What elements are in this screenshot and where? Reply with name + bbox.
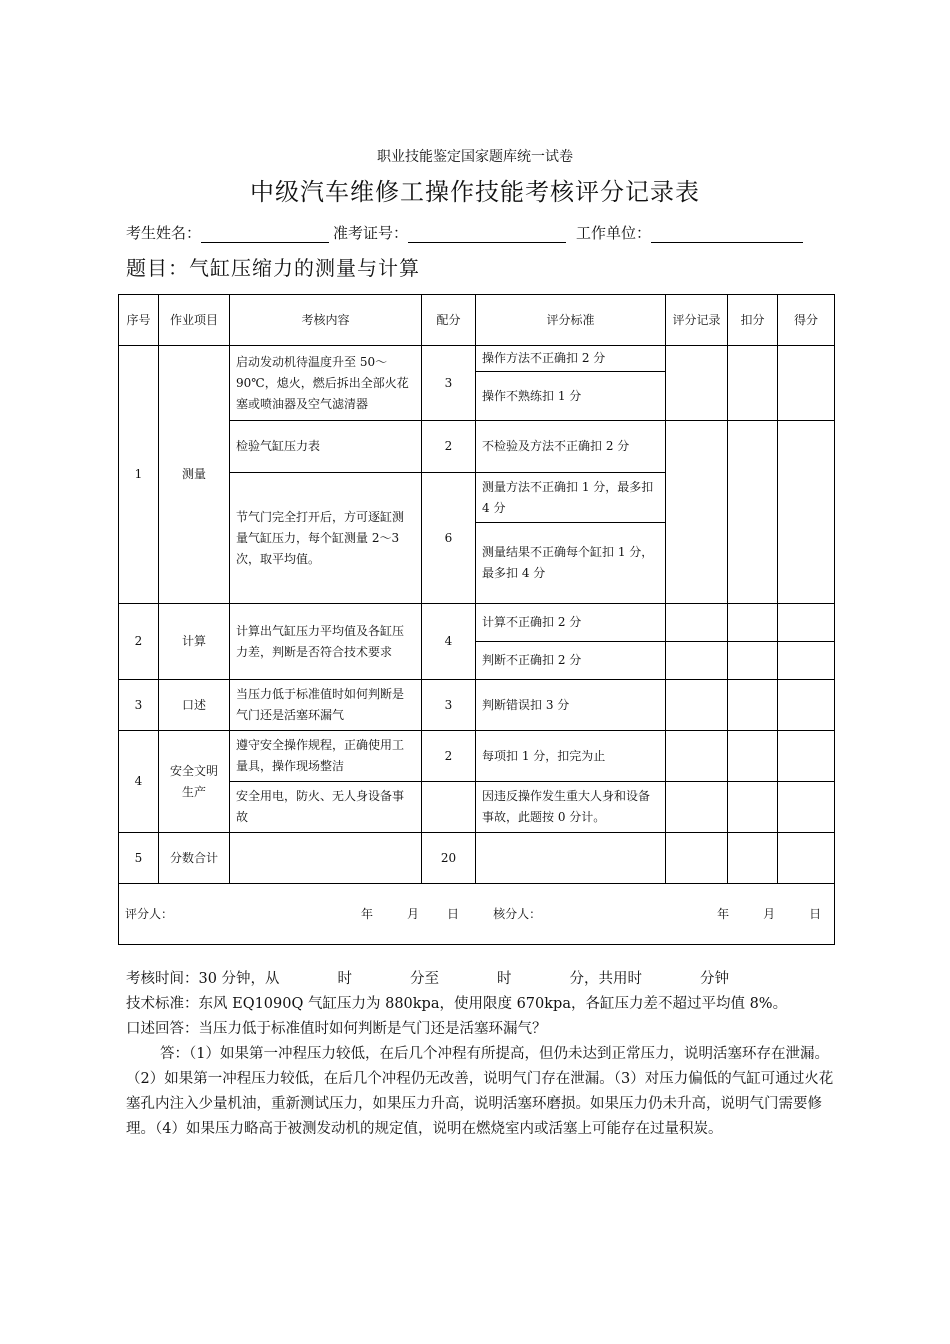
name-field[interactable] [201, 226, 329, 243]
table-row [119, 731, 835, 782]
row4a-score[interactable] [778, 731, 835, 782]
row1bc-record[interactable] [666, 421, 728, 604]
row4a-criteria: 每项扣 1 分，扣完为止 [476, 731, 666, 782]
row2-record-2[interactable] [666, 642, 728, 680]
row2-criteria-1: 计算不正确扣 2 分 [476, 604, 666, 642]
row5-deduct[interactable] [728, 833, 778, 884]
row1b-points: 2 [422, 421, 476, 473]
row3-score[interactable] [778, 680, 835, 731]
row3-criteria: 判断错误扣 3 分 [476, 680, 666, 731]
row3-record[interactable] [666, 680, 728, 731]
row3-item: 口述 [159, 680, 230, 731]
row5-record[interactable] [666, 833, 728, 884]
col-content: 考核内容 [230, 295, 422, 346]
row4b-score[interactable] [778, 782, 835, 833]
row2-deduct-1[interactable] [728, 604, 778, 642]
col-seq: 序号 [119, 295, 159, 346]
row1c-criteria-2: 测量结果不正确每个缸扣 1 分，最多扣 4 分 [476, 523, 666, 604]
exam-time: 考核时间：30 分钟，从 时 分至 时 分，共用时 分钟 [126, 971, 730, 987]
checker-year: 年 [717, 906, 730, 921]
col-item: 作业项目 [159, 295, 230, 346]
answer-paragraph: 答：（1）如果第一冲程压力较低，在后几个冲程有所提高，但仍未达到正常压力，说明活塞环存在泄漏。（2）如果第一冲程压力较低，在后几个冲程仍无改善，说明气门存在泄漏。（3）对压力偏低的气缸可通过火花塞孔内注入少量机油，重新测试压力，如果压力升高，说明活塞环磨损。如果压力仍未升高，说明气门需要修理。（4）如果压力略高于被测发动机的规定值，说明在燃烧室内或活塞上可能存在过量积炭。 [126, 1046, 834, 1137]
form-title: 中级汽车维修工操作技能考核评分记录表 [250, 178, 700, 206]
row4b-points [422, 782, 476, 833]
row2-item: 计算 [159, 604, 230, 680]
row2-deduct-2[interactable] [728, 642, 778, 680]
row3-seq: 3 [119, 680, 159, 731]
row1a-score[interactable] [778, 346, 835, 421]
row1bc-deduct[interactable] [728, 421, 778, 604]
row1a-content: 启动发动机待温度升至 50～90℃，熄火，燃后拆出全部火花塞或喷油器及空气滤清器 [230, 346, 422, 421]
technical-standard: 技术标准：东风 EQ1090Q 气缸压力为 880kpa，使用限度 670kpa，各缸压力差不超过平均值 8%。 [126, 996, 788, 1012]
exam-no-label: 准考证号： [333, 224, 409, 242]
candidate-info-line [126, 222, 807, 243]
table-row [119, 346, 835, 372]
oral-question: 口述回答：当压力低于标准值时如何判断是气门还是活塞环漏气？ [126, 1021, 547, 1037]
checker-month: 月 [763, 906, 776, 921]
row1c-content: 节气门完全打开后，方可逐缸测量气缸压力，每个缸测量 2～3 次，取平均值。 [230, 473, 422, 604]
col-points: 配分 [422, 295, 476, 346]
row4-points: 2 [422, 731, 476, 782]
row1a-criteria-1: 操作方法不正确扣 2 分 [476, 346, 666, 372]
row1c-criteria-1: 测量方法不正确扣 1 分，最多扣 4 分 [476, 473, 666, 523]
col-record: 评分记录 [666, 295, 728, 346]
row1c-points: 6 [422, 473, 476, 604]
row2-criteria-2: 判断不正确扣 2 分 [476, 642, 666, 680]
scorer-day: 日 [447, 906, 460, 921]
row4a-content: 遵守安全操作规程，正确使用工量具，操作现场整洁 [230, 731, 422, 782]
table-row [119, 833, 835, 884]
row4b-deduct[interactable] [728, 782, 778, 833]
table-row [119, 604, 835, 642]
row1bc-score[interactable] [778, 421, 835, 604]
row2-score-2[interactable] [778, 642, 835, 680]
workplace-label: 工作单位： [576, 224, 652, 242]
checker-label: 核分人： [493, 906, 542, 921]
scorer-year: 年 [361, 906, 374, 921]
row5-item: 分数合计 [159, 833, 230, 884]
row2-record-1[interactable] [666, 604, 728, 642]
row1a-record[interactable] [666, 346, 728, 421]
row5-seq: 5 [119, 833, 159, 884]
scorer-signature[interactable] [173, 904, 361, 925]
workplace-field[interactable] [651, 226, 803, 243]
checker-signature[interactable] [541, 904, 717, 925]
scorer-label: 评分人： [125, 906, 174, 921]
row3-points: 3 [422, 680, 476, 731]
row2-points: 4 [422, 604, 476, 680]
signature-cell [119, 884, 835, 945]
table-row [119, 680, 835, 731]
row4-item: 安全文明生产 [159, 731, 230, 833]
row1-item: 测量 [159, 346, 230, 604]
row4b-content: 安全用电，防火、无人身设备事故 [230, 782, 422, 833]
row2-seq: 2 [119, 604, 159, 680]
signature-row [119, 884, 835, 945]
exam-no-field[interactable] [408, 226, 566, 243]
row2-score-1[interactable] [778, 604, 835, 642]
row4b-criteria: 因违反操作发生重大人身和设备事故，此题按 0 分计。 [476, 782, 666, 833]
exam-subtitle: 职业技能鉴定国家题库统一试卷 [377, 149, 573, 165]
row1b-criteria: 不检验及方法不正确扣 2 分 [476, 421, 666, 473]
col-deduct: 扣分 [728, 295, 778, 346]
row2-content: 计算出气缸压力平均值及各缸压力差，判断是否符合技术要求 [230, 604, 422, 680]
row1a-criteria-2: 操作不熟练扣 1 分 [476, 372, 666, 421]
col-score: 得分 [778, 295, 835, 346]
row4a-deduct[interactable] [728, 731, 778, 782]
scorer-month: 月 [407, 906, 420, 921]
name-label: 考生姓名： [126, 224, 202, 242]
row4a-record[interactable] [666, 731, 728, 782]
row3-content: 当压力低于标准值时如何判断是气门还是活塞环漏气 [230, 680, 422, 731]
row1a-deduct[interactable] [728, 346, 778, 421]
row3-deduct[interactable] [728, 680, 778, 731]
row1-seq: 1 [119, 346, 159, 604]
row5-content [230, 833, 422, 884]
row5-score[interactable] [778, 833, 835, 884]
row4-seq: 4 [119, 731, 159, 833]
row4b-record[interactable] [666, 782, 728, 833]
row1a-points: 3 [422, 346, 476, 421]
row1b-content: 检验气缸压力表 [230, 421, 422, 473]
col-criteria: 评分标准 [476, 295, 666, 346]
header-row [119, 295, 835, 346]
row5-points: 20 [422, 833, 476, 884]
notes-section [126, 967, 834, 1142]
topic-heading: 题目：气缸压缩力的测量与计算 [126, 256, 420, 280]
scoring-table [118, 294, 835, 945]
row5-criteria [476, 833, 666, 884]
checker-day: 日 [809, 906, 822, 921]
